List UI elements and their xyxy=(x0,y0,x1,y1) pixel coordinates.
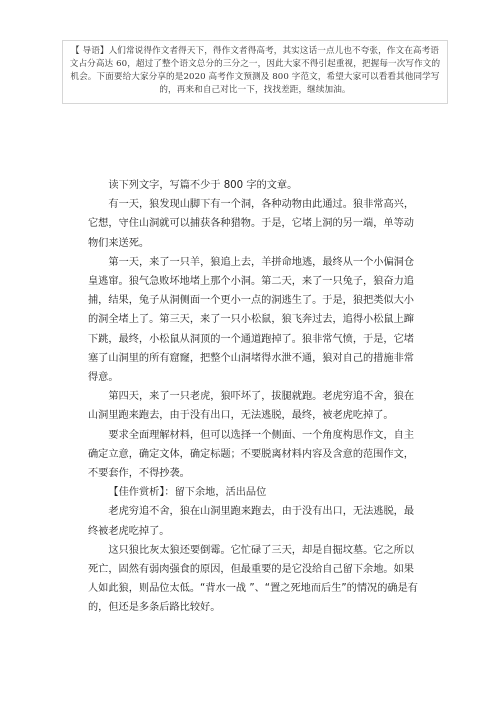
section-heading: 【佳作赏析】：留下余地，活出品位 xyxy=(108,487,267,499)
paragraph-requirements: 要求全面理解材料，但可以选择一个侧面、一个角度构思作文，自主确定立意，确定文体，确定标题；不要脱离材料内容及含意的范围作文，不要套作，不得抄袭。 xyxy=(88,429,415,480)
paragraph: 有一天，狼发现山脚下有一个洞，各种动物由此通过。狼非常高兴，它想，守住山洞就可以捕获各种猎物。于是，它堵上洞的另一端，单等动物们来送死。 xyxy=(88,199,415,249)
guide-tag: 【 导语】 xyxy=(71,46,109,56)
guide-text: 人们常说得作文者得天下，得作文者得高考，其实这话一点儿也不夸张，作文在高考语文占分高达 60，超过了整个语文总分的三分之一，因此大家不得引起重视，把握每一次写作文的机会。下面要给大家分享的是2020 高考作文预测及 800 字范文，希望大家可以看看其他同学写的，再来和自己对比一下，找找差距，继续加油。 xyxy=(69,46,441,95)
paragraph: 第一天，来了一只羊，狼追上去，羊拼命地逃，最终从一个小偏洞仓皇逃窜。狼气急败坏地堵上那个小洞。第二天，来了一只兔子，狼奋力追捕，结果，兔子从洞侧面一个更小一点的洞逃生了。于是，狼把类似大小的洞全堵上了。第三天，来了一只小松鼠，狼飞奔过去，追得小松鼠上蹿下跳，最终，小松鼠从洞顶的一个通道跑掉了。狼非常气愤，于是，它堵塞了山洞里的所有窟窿，把整个山洞堵得水泄不通，狼对自己的措施非常得意。 xyxy=(88,256,415,384)
guide-box xyxy=(62,40,448,104)
paragraph: 这只狼比灰太狼还要倒霉。它忙碌了三天，却是自掘坟墓。它之所以死亡，固然有弱肉强食的原因，但最重要的是它没给自己留下余地。如果人如此狼，则品位太低。“背水一战 ”、“置之死地而后生”的情况的确是有的，但还是多条后路比较好。 xyxy=(88,544,418,614)
article-body xyxy=(88,176,418,618)
paragraph: 老虎穷追不舍，狼在山洞里跑来跑去，由于没有出口，无法逃脱，最终被老虎吃掉了。 xyxy=(88,506,415,537)
paragraph: 第四天，来了一只老虎，狼吓坏了，拔腿就跑。老虎穷追不舍，狼在山洞里跑来跑去，由于没有出口，无法逃脱，最终，被老虎吃掉了。 xyxy=(88,391,415,422)
paragraph-prompt: 读下列文字，写篇不少于 800 字的文章。 xyxy=(108,180,298,191)
